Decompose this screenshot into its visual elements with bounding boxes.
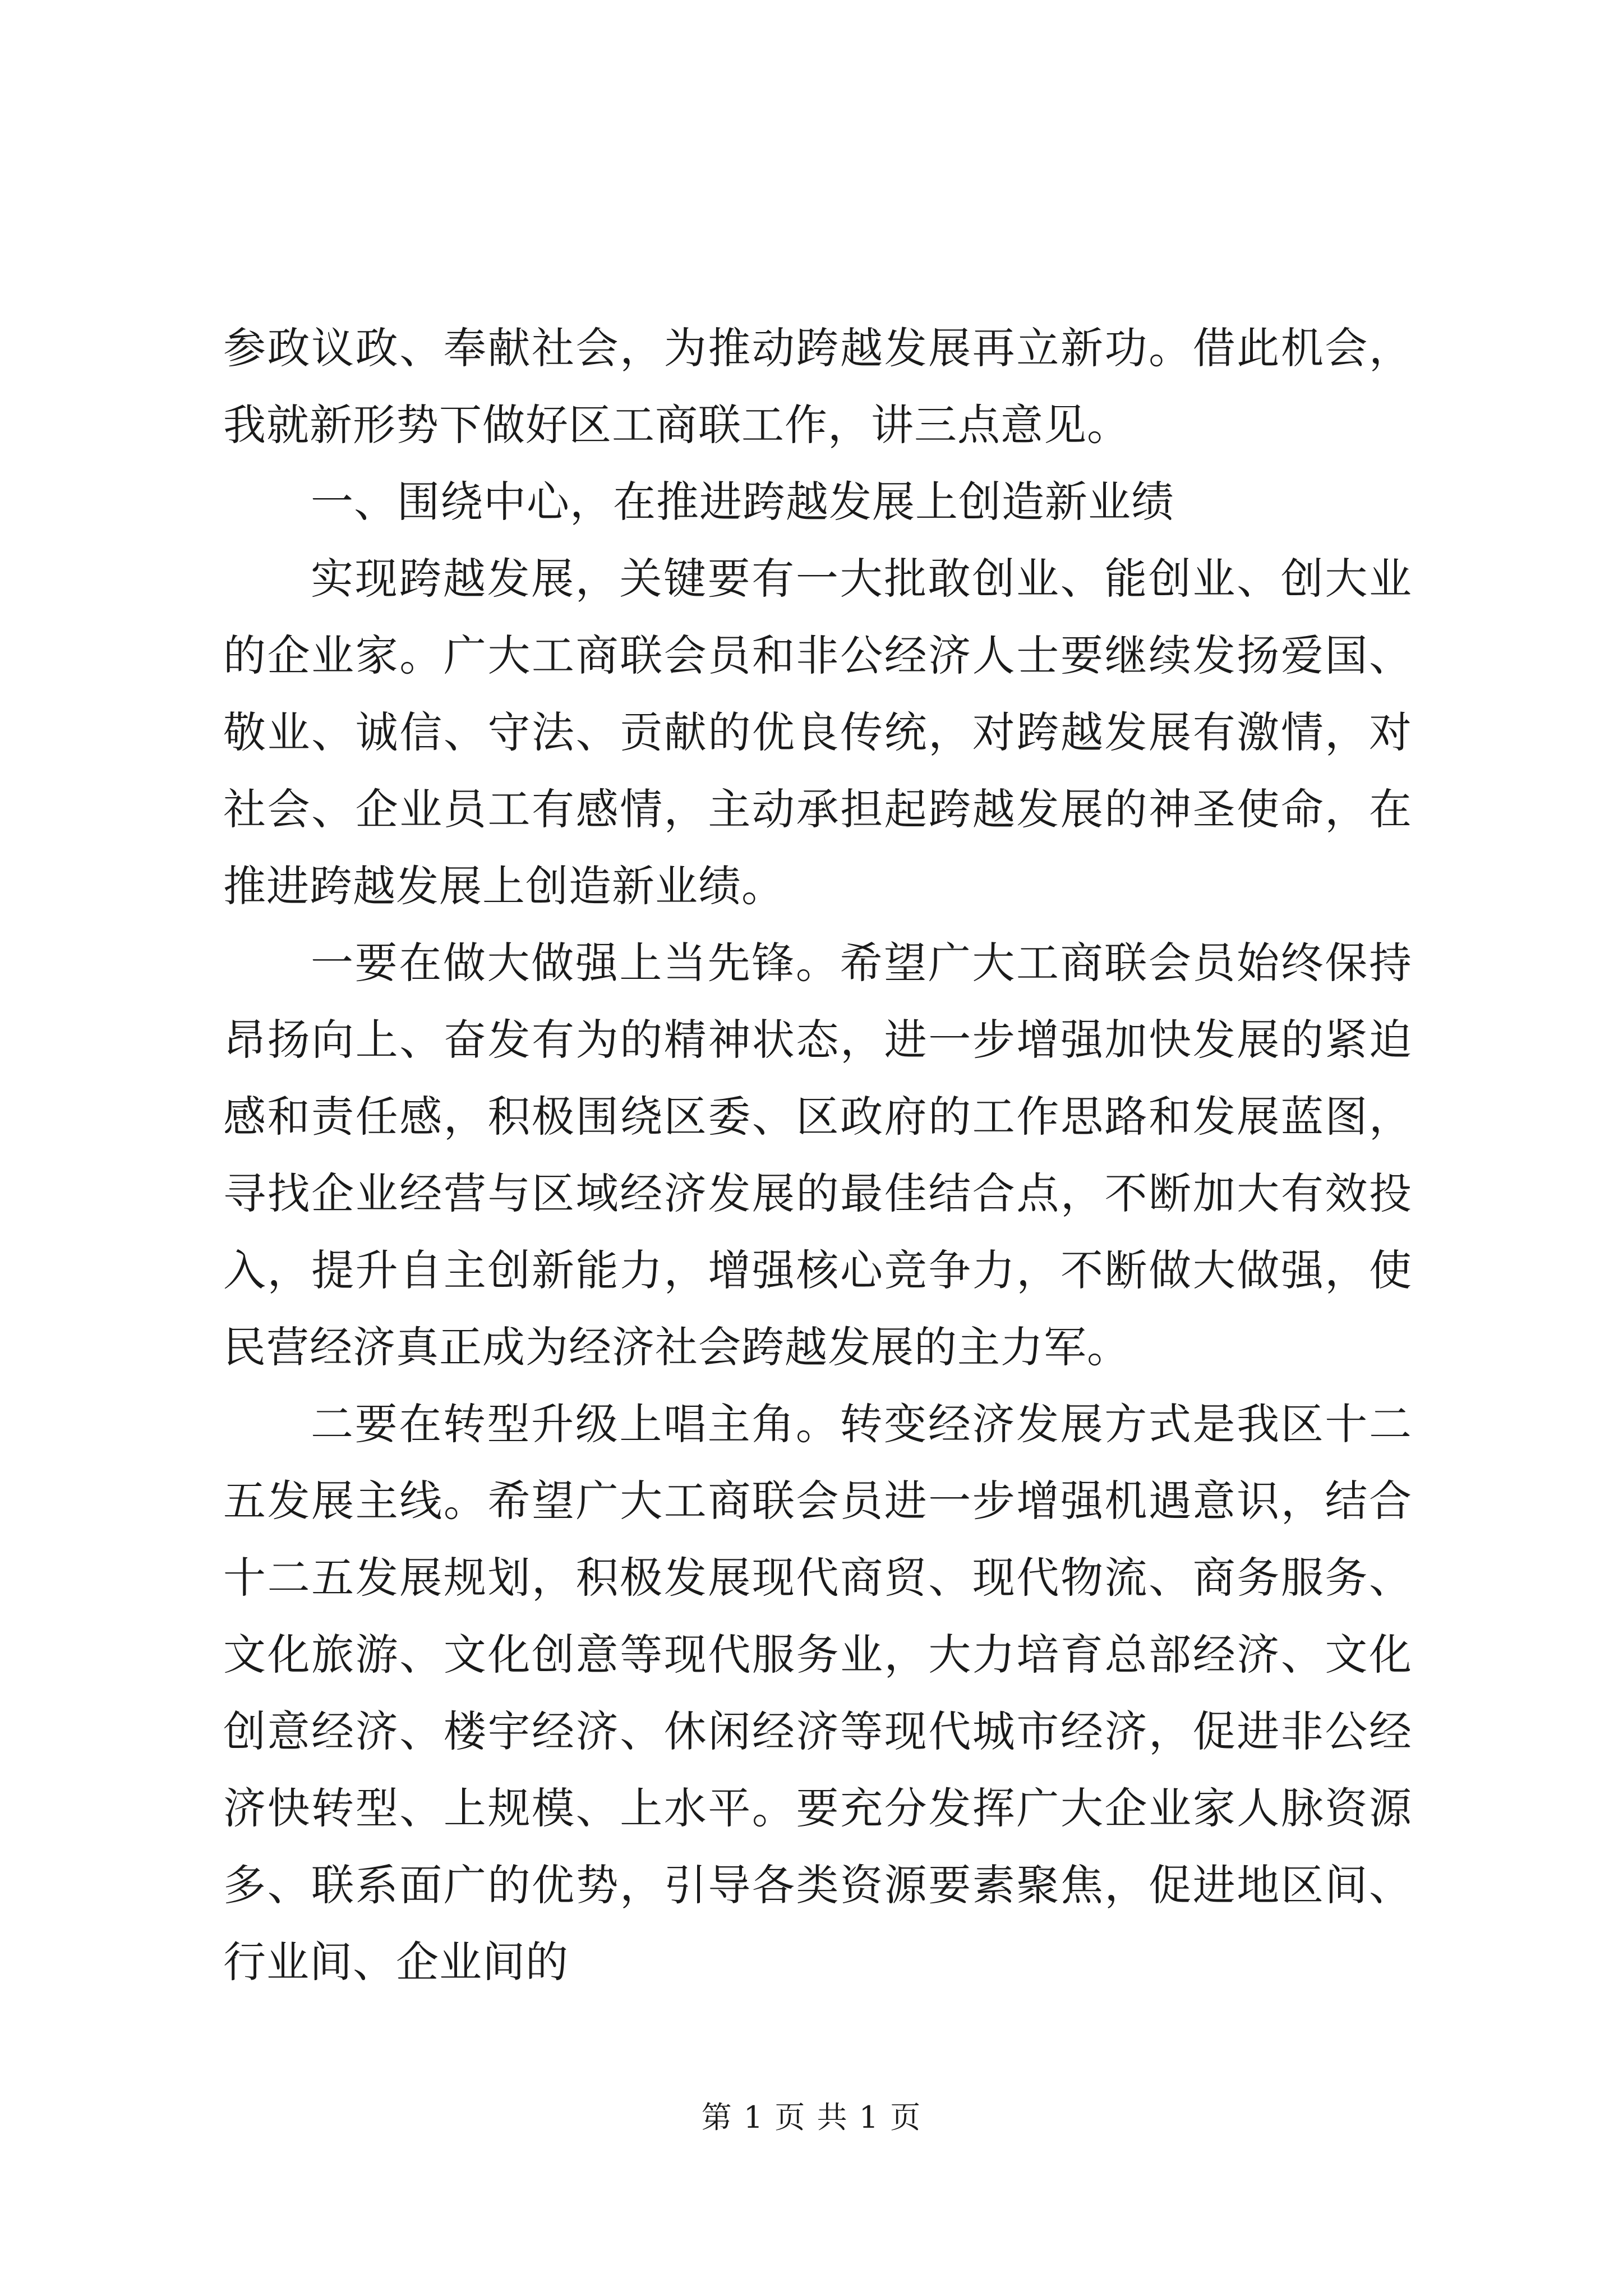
paragraph-pioneer: 一要在做大做强上当先锋。希望广大工商联会员始终保持昂扬向上、奋发有为的精神状态，进一步增强加快发展的紧迫感和责任感，积极围绕区委、区政府的工作思路和发展蓝图，寻找企业经营与区域经济发展的最佳结合点，不断加大有效投入，提升自主创新能力，增强核心竞争力，不断做大做强，使民营经济真正成为经济社会跨越发展的主力军。: [223, 938, 1412, 1372]
document-body: [223, 310, 1412, 2000]
page-number-footer: 第 1 页 共 1 页: [701, 2100, 922, 2135]
paragraph-intro: 参政议政、奉献社会，为推动跨越发展再立新功。借此机会，我就新形势下做好区工商联工作，讲三点意见。: [223, 323, 1412, 450]
paragraph-transformation: 二要在转型升级上唱主角。转变经济发展方式是我区十二五发展主线。希望广大工商联会员进一步增强机遇意识，结合十二五发展规划，积极发展现代商贸、现代物流、商务服务、文化旅游、文化创意等现代服务业，大力培育总部经济、文化创意经济、楼宇经济、休闲经济等现代城市经济，促进非公经济快转型、上规模、上水平。要充分发挥广大企业家人脉资源多、联系面广的优势，引导各类资源要素聚焦，促进地区间、行业间、企业间的: [223, 1399, 1412, 1987]
section-heading-one: 一、围绕中心，在推进跨越发展上创造新业绩: [311, 477, 1174, 527]
paragraph-leap-development: 实现跨越发展，关键要有一大批敢创业、能创业、创大业的企业家。广大工商联会员和非公经济人士要继续发扬爱国、敬业、诚信、守法、贡献的优良传统，对跨越发展有激情，对社会、企业员工有感情，主动承担起跨越发展的神圣使命，在推进跨越发展上创造新业绩。: [223, 554, 1412, 911]
